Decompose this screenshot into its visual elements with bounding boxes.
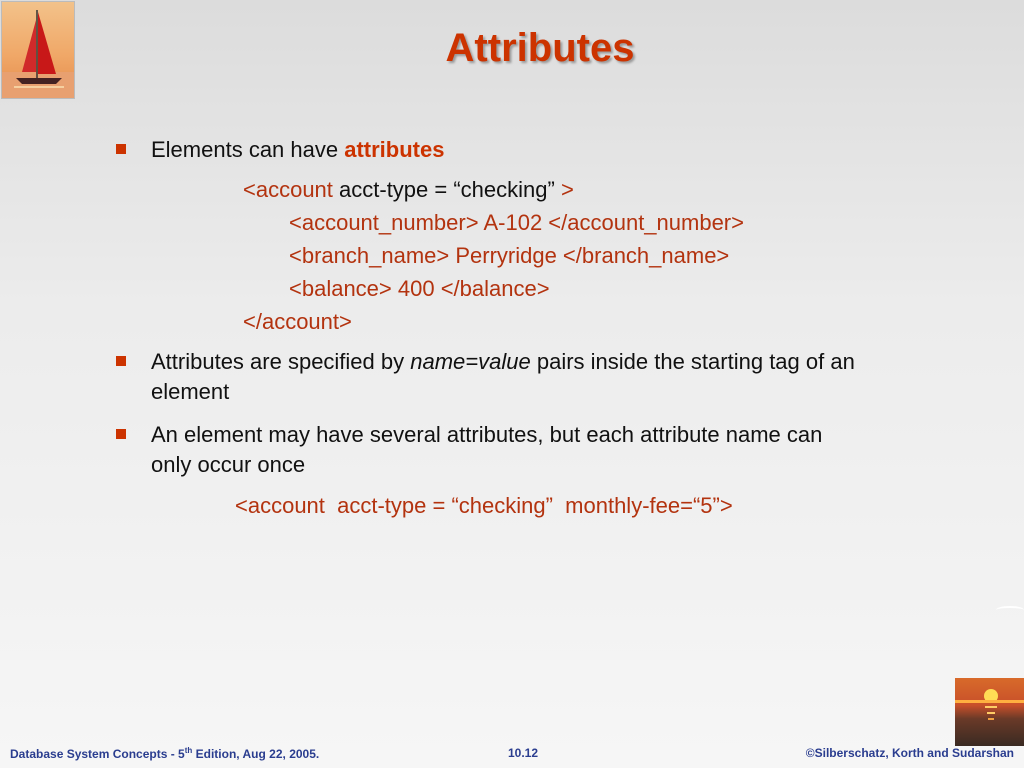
footer-left xyxy=(10,746,319,761)
bullet-3 xyxy=(151,420,822,480)
code-line-1 xyxy=(243,177,574,203)
bullet-2-suffix: pairs inside the starting tag of an xyxy=(530,349,855,374)
bullet-1-text: Elements can have xyxy=(151,137,345,162)
bullet-1-highlight: attributes xyxy=(344,137,445,162)
footer-left-suffix: Edition, Aug 22, 2005. xyxy=(192,747,320,761)
code-tag-close: > xyxy=(560,177,574,202)
code-open-tag: <account xyxy=(243,177,333,202)
footer-left-prefix: Database System Concepts - 5 xyxy=(10,747,185,761)
sunset-logo xyxy=(955,678,1024,746)
bullet-3-line2: only occur once xyxy=(151,452,306,477)
code-example: <account acct-type = “checking” monthly-fee=“5”> xyxy=(235,493,733,518)
bullet-marker xyxy=(116,144,126,154)
decorative-wave xyxy=(996,606,1024,614)
slide-title: Attributes xyxy=(445,26,635,70)
footer-page-number: 10.12 xyxy=(508,746,539,760)
sunset-icon xyxy=(955,678,1024,746)
bullet-1 xyxy=(151,135,444,165)
code-line-3: <branch_name> Perryridge </branch_name> xyxy=(289,243,730,268)
bullet-3-line1: An element may have several attributes, but each attribute name can xyxy=(151,422,823,447)
code-attribute: acct-type = “checking” xyxy=(332,177,561,202)
bullet-marker xyxy=(116,356,126,366)
bullet-2-line2: element xyxy=(151,379,230,404)
bullet-2-text: Attributes are specified by xyxy=(151,349,411,374)
footer-left-sup: th xyxy=(184,746,193,755)
footer-copyright: ©Silberschatz, Korth and Sudarshan xyxy=(805,746,1014,760)
bullet-2 xyxy=(151,347,855,407)
code-line-4: <balance> 400 </balance> xyxy=(289,276,550,301)
bullet-2-italic: name=value xyxy=(410,349,531,374)
bullet-marker xyxy=(116,429,126,439)
code-line-5: </account> xyxy=(243,309,352,334)
code-line-2: <account_number> A-102 </account_number> xyxy=(289,210,744,235)
